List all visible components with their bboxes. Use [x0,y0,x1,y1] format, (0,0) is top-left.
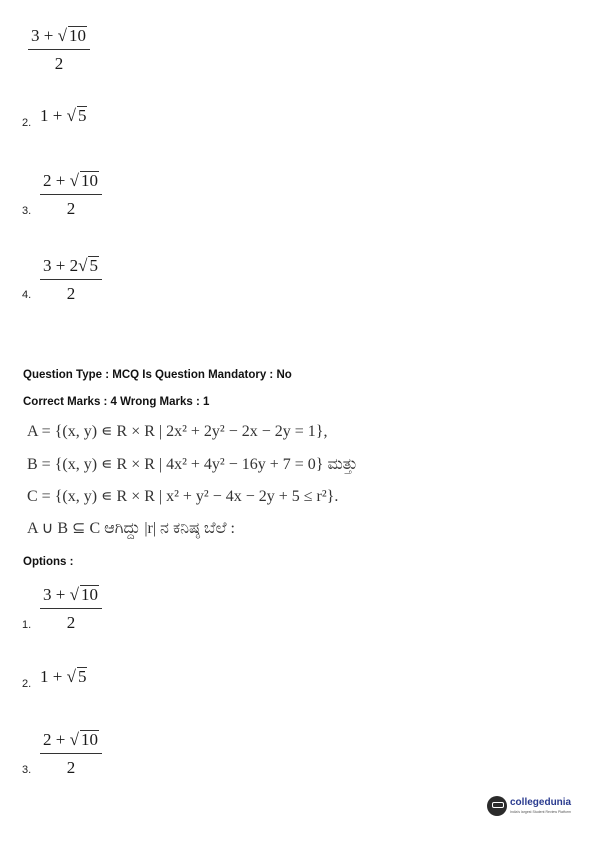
question-type-line: Question Type : MCQ Is Question Mandatory : No [23,369,292,381]
top-option-1 [28,26,90,72]
logo-tagline: India's largest Student Review Platform [510,810,571,814]
top-option-4-fraction [40,256,102,302]
graduate-icon [487,796,507,816]
question-marks-line: Correct Marks : 4 Wrong Marks : 1 [23,396,210,408]
option-2-number: 2. [22,678,32,690]
question-line-a: A = {(x, y) ∊ R × R | 2x² + 2y² − 2x − 2y = 1}, [27,423,328,440]
fraction-numerator: 3 + √ 10 [43,585,98,604]
fraction-numerator: 2 + √ 10 [43,171,98,190]
top-option-2-value: 1 + √ 5 [40,106,87,125]
question-line-b: B = {(x, y) ∊ R × R | 4x² + 4y² − 16y + 7 = 0} ಮತ್ತು [27,456,358,473]
option-1-number: 1. [22,619,32,631]
top-option-3-number: 3. [22,205,32,217]
top-option-2-number: 2. [22,117,32,129]
top-option-3-fraction [40,171,102,217]
fraction-denominator: 2 [66,612,76,632]
option-3-fraction [40,730,102,776]
question-line-ask: A ∪ B ⊆ C ಆಗಿದ್ದು |r| ನ ಕನಿಷ್ಠ ಬೆಲೆ : [27,520,235,537]
fraction-denominator: 2 [66,757,76,777]
top-option-1-fraction [28,26,90,72]
option-3 [40,730,102,776]
logo-text [510,798,571,814]
fraction-numerator: 3 + 2√ 5 [43,256,98,275]
fraction-denominator: 2 [66,198,76,218]
logo-name: collegedunia [510,797,572,808]
fraction-denominator: 2 [54,53,64,73]
option-1-fraction [40,585,102,631]
option-1 [40,585,102,631]
option-3-number: 3. [22,764,32,776]
collegedunia-logo [487,796,571,816]
options-label: Options : [23,556,74,568]
fraction-denominator: 2 [66,283,76,303]
question-line-c: C = {(x, y) ∊ R × R | x² + y² − 4x − 2y + 5 ≤ r²}. [27,488,339,505]
option-2-value: 1 + √ 5 [40,667,87,686]
fraction-numerator: 2 + √ 10 [43,730,98,749]
fraction-numerator: 3 + √ 10 [31,26,86,45]
top-option-3 [40,171,102,217]
top-option-4-number: 4. [22,289,32,301]
top-option-4 [40,256,102,302]
